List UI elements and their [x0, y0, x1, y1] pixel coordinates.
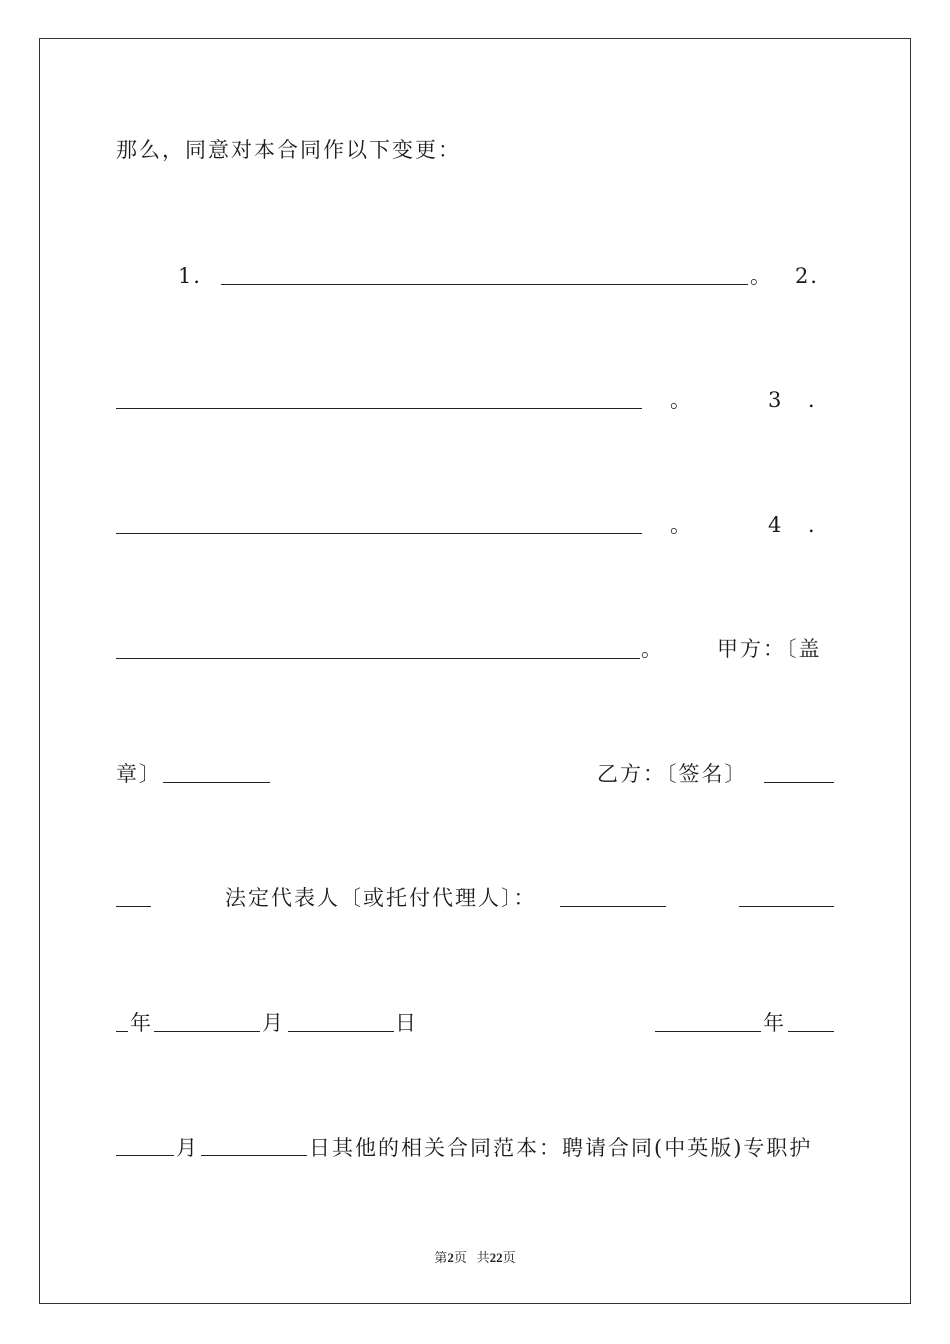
- legal-rep-label: 法定代表人〔或托付代理人〕：: [225, 886, 537, 910]
- footer-page-number: 2: [447, 1250, 454, 1265]
- item-4-dot: ．: [808, 513, 831, 537]
- item-3-dot: ．: [808, 388, 831, 412]
- party-b-month-blank-cont: [116, 1155, 174, 1156]
- party-b-rep-blank: [739, 906, 834, 907]
- item-3-period: 。: [670, 513, 693, 537]
- closing-text: 日其他的相关合同范本：聘请合同(中英版)专职护: [309, 1136, 813, 1160]
- footer-page-unit: 页: [453, 1250, 467, 1265]
- page-frame: [39, 38, 911, 1304]
- party-b-label: 乙方：〔签名〕: [597, 762, 748, 786]
- party-a-year-blank: [116, 1031, 128, 1032]
- party-b-year-blank: [655, 1031, 761, 1032]
- item-4-period: 。: [641, 637, 664, 661]
- party-a-month-blank: [154, 1031, 260, 1032]
- item-2-number: 2．: [795, 264, 834, 288]
- item-1-number: 1．: [178, 264, 217, 288]
- party-a-year-label: 年: [130, 1011, 153, 1035]
- party-a-seal-suffix: 章〕: [116, 762, 162, 786]
- footer-prefix: 第: [434, 1250, 448, 1265]
- party-a-month-label: 月: [262, 1011, 285, 1035]
- intro-line: 那么，同意对本合同作以下变更：: [116, 138, 461, 162]
- party-a-day-label: 日: [395, 1011, 418, 1035]
- footer-total-unit: 页: [502, 1250, 516, 1265]
- item-3-blank: [116, 533, 642, 534]
- item-4-blank: [116, 658, 640, 659]
- party-b-year-label: 年: [763, 1011, 786, 1035]
- item-2-blank: [116, 408, 642, 409]
- legal-rep-blank: [560, 906, 666, 907]
- item-3-number: 3: [768, 388, 784, 412]
- footer-total-pages: 22: [489, 1250, 503, 1265]
- party-b-day-blank: [201, 1155, 307, 1156]
- party-b-month-blank: [788, 1031, 834, 1032]
- item-2-period: 。: [670, 388, 693, 412]
- party-a-label: 甲方：〔盖: [717, 637, 822, 661]
- party-b-blank-cont: [116, 906, 151, 907]
- party-a-blank: [163, 782, 270, 783]
- page-footer: [0, 1250, 950, 1266]
- party-b-blank: [764, 782, 834, 783]
- party-b-month-label: 月: [176, 1136, 199, 1160]
- item-4-number: 4: [768, 513, 784, 537]
- item-1-period: 。: [750, 264, 773, 288]
- footer-total-prefix: 共: [476, 1250, 490, 1265]
- party-a-day-blank: [288, 1031, 394, 1032]
- item-1-blank: [221, 284, 748, 285]
